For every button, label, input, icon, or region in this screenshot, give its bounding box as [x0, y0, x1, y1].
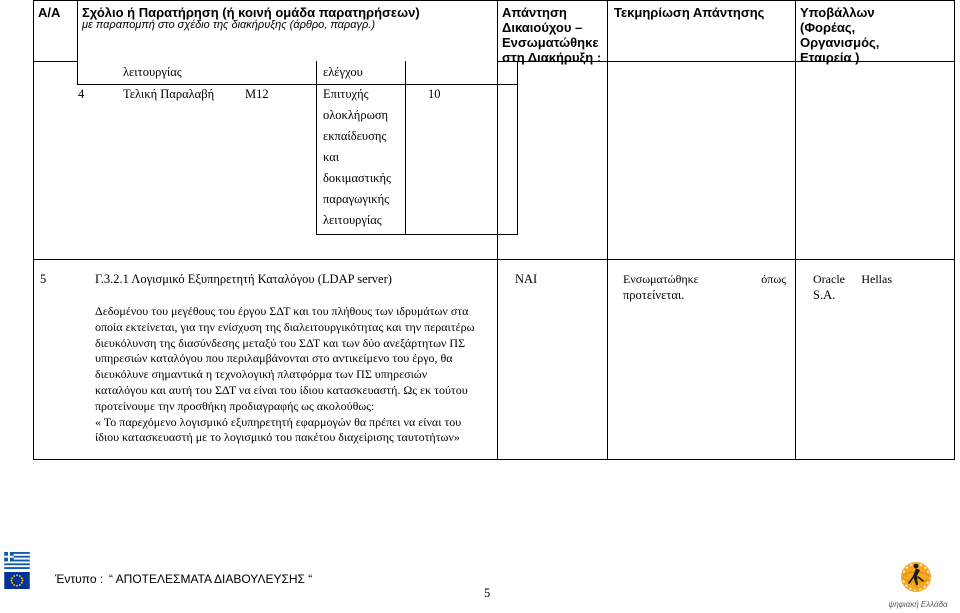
row5-submitter-line1: Oracle Hellas — [813, 272, 892, 286]
eu-flag-icon — [4, 572, 30, 589]
footer-form-label: Έντυπο : — [55, 572, 104, 586]
row4-number: 4 — [78, 87, 85, 101]
header-aa: Α/Α — [38, 5, 61, 20]
header-justification: Τεκμηρίωση Απάντησης — [614, 5, 765, 20]
row5-justification-line1: Ενσωματώθηκε όπως — [623, 272, 786, 286]
row5-body: Δεδομένου του μεγέθους του έργου ΣΔΤ και του πλήθους των ιδρυμάτων στα οποία εκτείνεται, για την ενίσχυση της διαλειτουργικότητας και την περαιτέρω διευκόλυνση της διασύνδεσης μεταξύ του ΣΔΤ και των δύο ανεξάρτητων ΠΣ υπηρεσιών καταλόγου που περιλαμβάνονται στο αντικείμενο του έργο, θα διευκόλυνε σημαντικά η τεχνολογική πλατφόρμα των ΠΣ υπηρεσιών καταλόγου και αυτή του ΣΔΤ να είναι του ίδιου κατασκευαστή. Ως εκ τούτου προτείνουμε την προσθήκη προδιαγραφής ως ακολούθως: « Το παρεχόμενο λογισμικό εξυπηρετητή εφαρμογών θα πρέπει να είναι του ίδιου κατασκευαστή με το λογισμικό του πακέτου διαχείρισης ταυτοτήτων» — [95, 304, 475, 445]
header-comment-subtitle: με παραπομπή στο σχέδιο της διακήρυξης (άρθρο, παραγρ.) — [82, 19, 375, 31]
row5-title: Γ.3.2.1 Λογισμικό Εξυπηρετητή Καταλόγου (LDAP server) — [95, 272, 392, 286]
row4-code: Μ12 — [245, 87, 269, 101]
row4-criterion: Επιτυχής ολοκλήρωση εκπαίδευσης και δοκιμαστικής παραγωγικής λειτουργίας — [323, 87, 391, 227]
digital-greece-logo-icon — [880, 556, 956, 602]
row5-submitter-line2: S.A. — [813, 288, 836, 302]
row5-answer: ΝΑΙ — [515, 272, 538, 286]
prev-row-criterion: ελέγχου — [323, 65, 363, 79]
greek-flag-icon — [4, 552, 30, 569]
digital-greece-logo — [880, 556, 956, 611]
header-answer: Απάντηση Δικαιούχου – Ενσωματώθηκε στη Διακήρυξη : — [502, 5, 602, 65]
row4-description: Τελική Παραλαβή — [123, 87, 215, 101]
header-submitter: Υποβάλλων (Φορέας, Οργανισμός, Εταιρεία ) — [800, 5, 880, 65]
prev-row-description: λειτουργίας — [123, 65, 182, 79]
footer-form-title: “ ΑΠΟΤΕΛΕΣΜΑΤΑ ΔΙΑΒΟΥΛΕΥΣΗΣ “ — [109, 572, 313, 586]
digital-greece-logo-text: ψηφιακή Ελλάδα — [888, 600, 948, 609]
row5-number: 5 — [40, 272, 47, 286]
header-comment: Σχόλιο ή Παρατήρηση (ή κοινή ομάδα παρατηρήσεων) — [82, 5, 420, 20]
row5-justification-line2: προτείνεται. — [623, 288, 685, 302]
page-number: 5 — [484, 586, 491, 600]
row4-value: 10 — [428, 87, 441, 101]
